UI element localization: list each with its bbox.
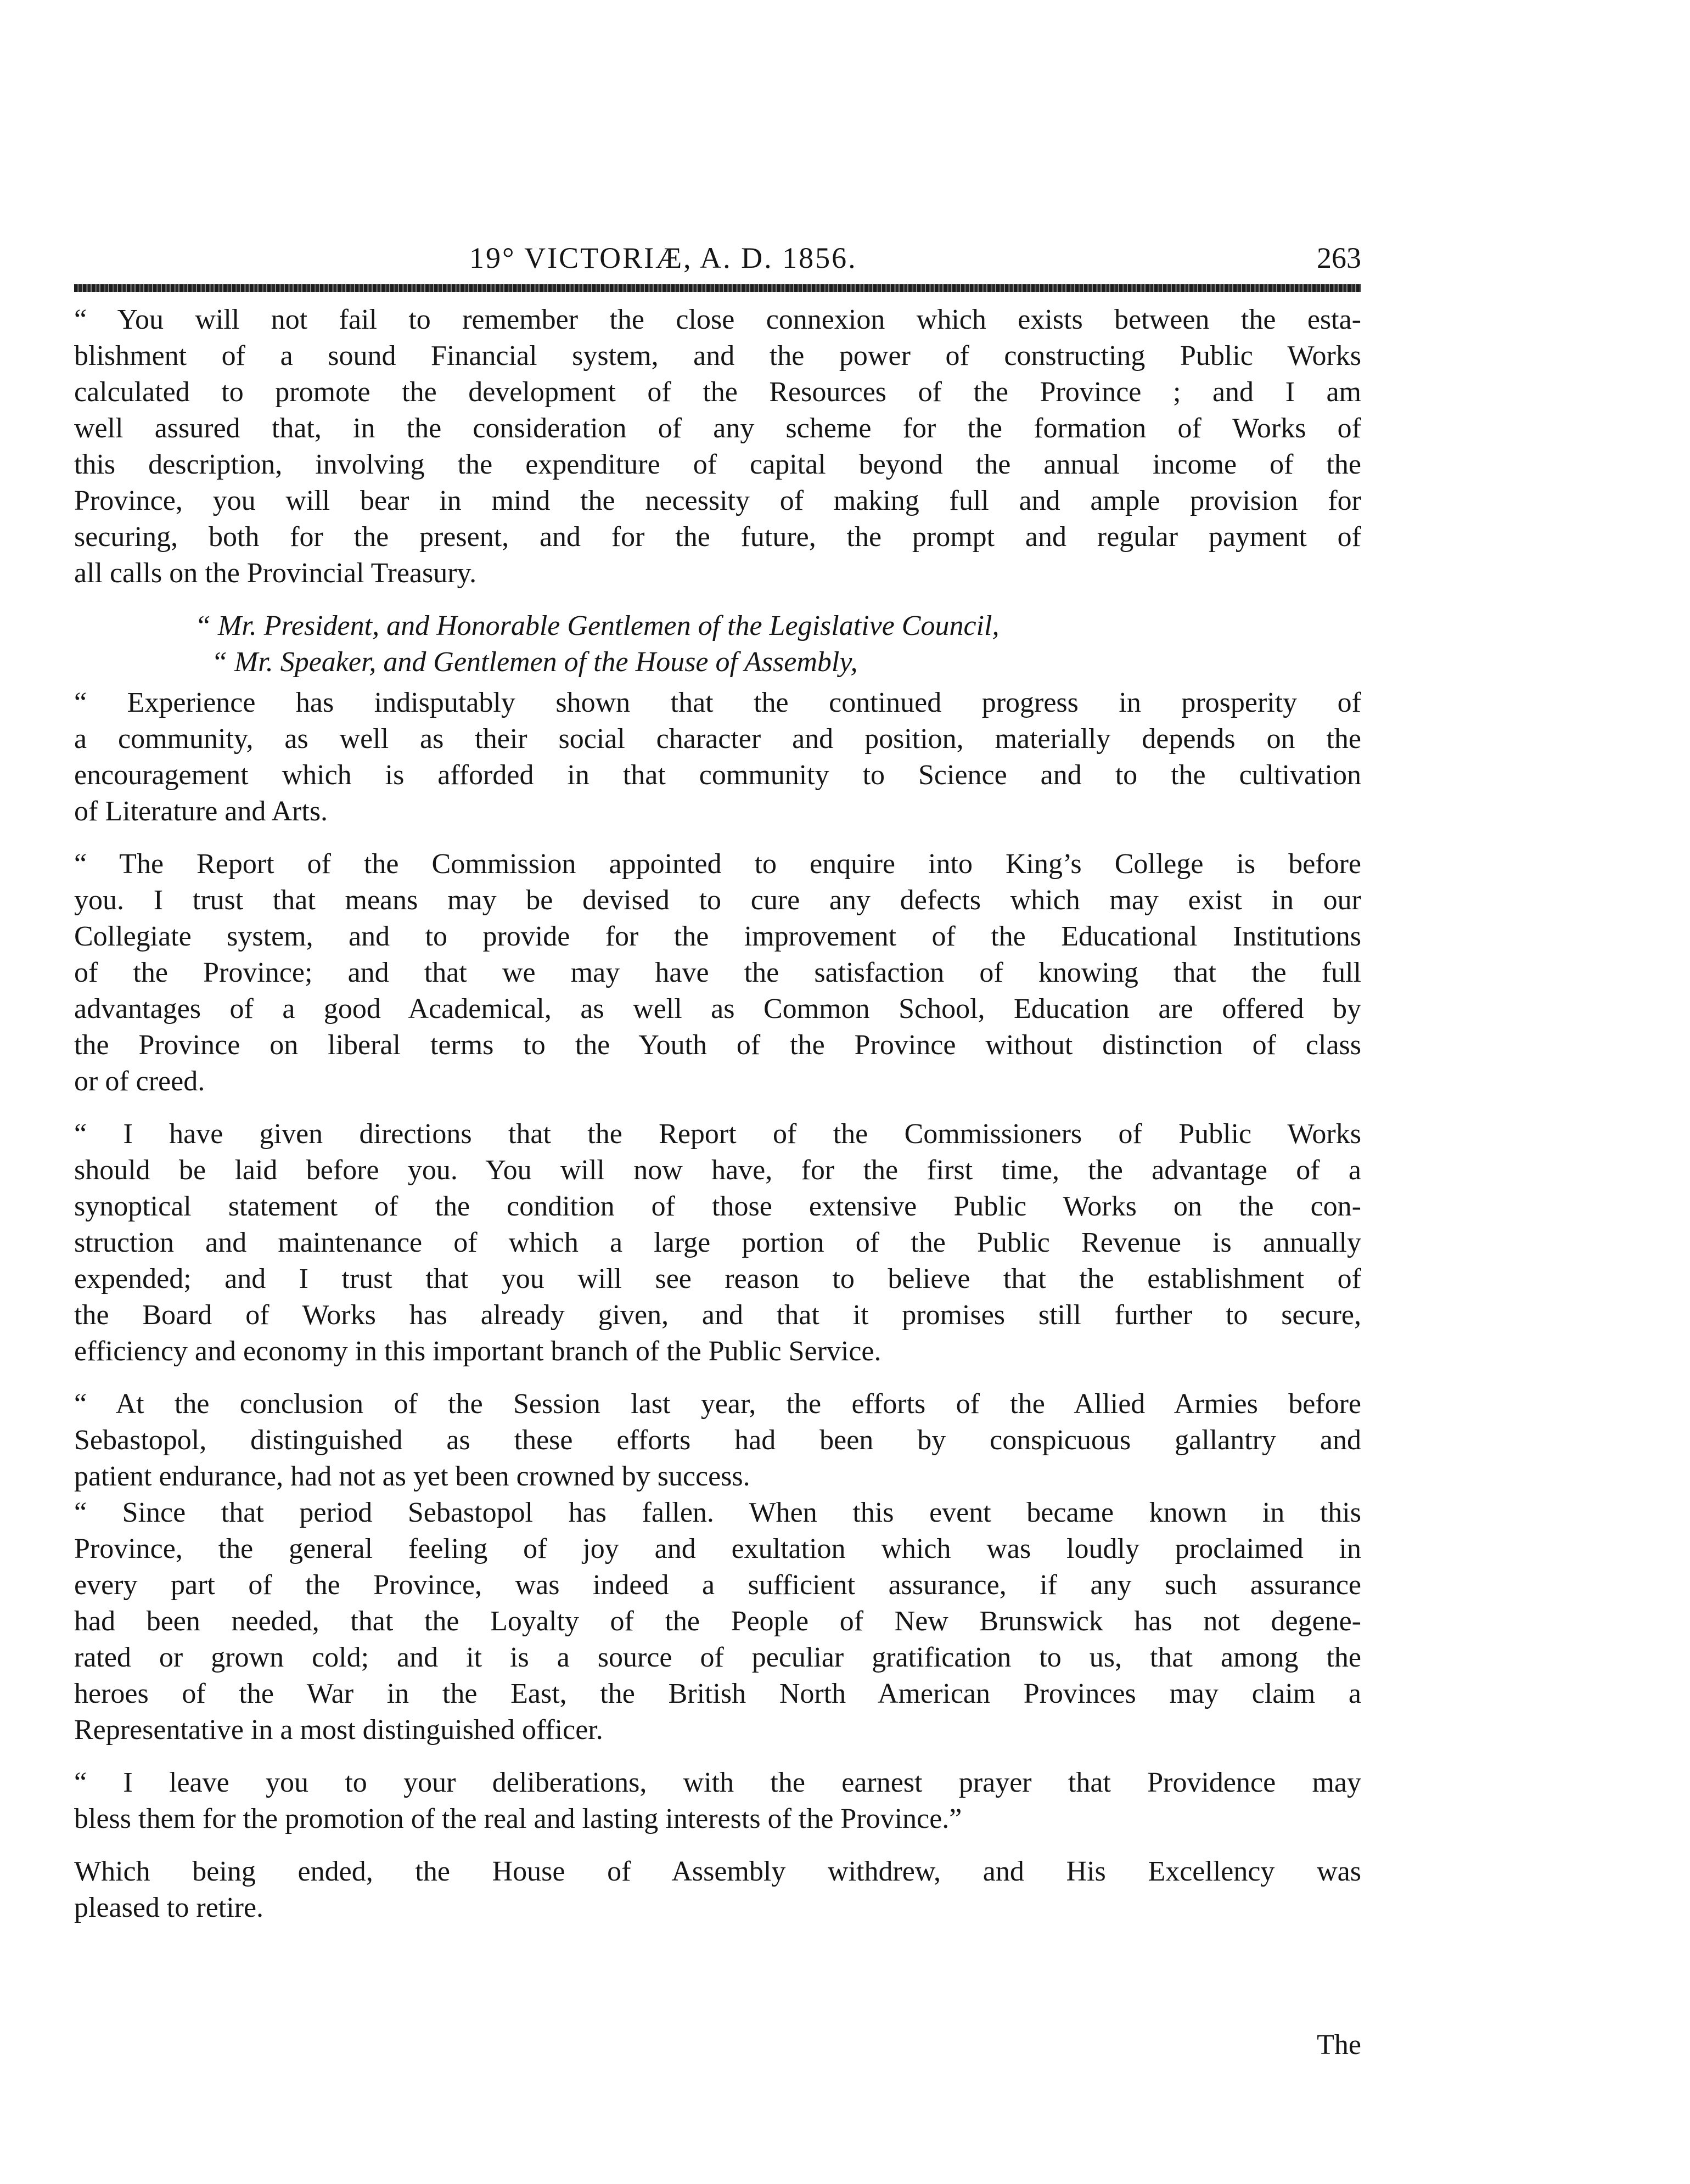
address-legislative-council: “ Mr. President, and Honorable Gentlemen of the Legislative Council, [195,610,1000,641]
text-line: of the Province; and that we may have the satisfaction of knowing that the full [74,957,1361,988]
text-line: Representative in a most distinguished officer. [74,1714,603,1746]
text-line: heroes of the War in the East, the British North American Provinces may claim a [74,1678,1361,1709]
header-rule [74,284,1361,292]
text-line: “ You will not fail to remember the close connexion which exists between the esta- [74,304,1361,335]
text-line: a community, as well as their social character and position, materially depends on the [74,723,1361,755]
paragraph-sebastopol-session [74,1386,1361,1495]
text-line: you. I trust that means may be devised to cure any defects which may exist in our [74,885,1361,916]
catchword: The [1317,2029,1361,2061]
text-line: this description, involving the expenditure of capital beyond the annual income of the [74,449,1361,480]
address-house-of-assembly: “ Mr. Speaker, and Gentlemen of the House of Assembly, [211,646,858,678]
paragraph-kings-college [74,846,1361,1100]
text-line: all calls on the Provincial Treasury. [74,558,477,589]
text-line: synoptical statement of the condition of those extensive Public Works on the con- [74,1191,1361,1222]
text-line: advantages of a good Academical, as well as Common School, Education are offered by [74,993,1361,1025]
text-line: bless them for the promotion of the real and lasting interests of the Province.” [74,1803,962,1834]
text-line: struction and maintenance of which a large portion of the Public Revenue is annually [74,1227,1361,1258]
paragraph-financial-system [74,302,1361,592]
text-line: every part of the Province, was indeed a sufficient assurance, if any such assurance [74,1569,1361,1601]
text-line: should be laid before you. You will now have, for the first time, the advantage of a [74,1155,1361,1186]
text-line: or of creed. [74,1066,205,1097]
text-line: securing, both for the present, and for the future, the prompt and regular payment of [74,521,1361,553]
text-line: patient endurance, had not as yet been crowned by success. [74,1461,750,1492]
text-line: the Province on liberal terms to the Youth of the Province without distinction of class [74,1029,1361,1061]
text-line: rated or grown cold; and it is a source of peculiar gratification to us, that among the [74,1642,1361,1673]
text-line: Collegiate system, and to provide for the improvement of the Educational Institutions [74,921,1361,952]
paragraph-experience [74,685,1361,830]
paragraph-closing [74,1854,1361,1926]
running-title: 19° VICTORIÆ, A. D. 1856. [469,241,857,274]
text-line: “ The Report of the Commission appointed to enquire into King’s College is before [74,848,1361,880]
text-line: well assured that, in the consideration of any scheme for the formation of Works of [74,413,1361,444]
text-line: “ Experience has indisputably shown that the continued progress in prosperity of [74,687,1361,718]
running-head [74,236,1361,280]
paragraph-public-works [74,1116,1361,1370]
text-line: Sebastopol, distinguished as these efforts had been by conspicuous gallantry and [74,1425,1361,1456]
text-line: Province, you will bear in mind the necessity of making full and ample provision for [74,485,1361,516]
text-line: “ I leave you to your deliberations, with the earnest prayer that Providence may [74,1767,1361,1798]
text-line: calculated to promote the development of the Resources of the Province ; and I am [74,376,1361,408]
text-line: expended; and I trust that you will see reason to believe that the establishment of [74,1263,1361,1294]
text-line: “ Since that period Sebastopol has fallen. When this event became known in this [74,1497,1361,1528]
document-page [74,236,1361,2063]
text-line: blishment of a sound Financial system, and the power of constructing Public Works [74,340,1361,371]
paragraph-sebastopol-fallen [74,1495,1361,1748]
page-number: 263 [1317,241,1361,274]
text-line: the Board of Works has already given, and that it promises still further to secure, [74,1299,1361,1331]
text-line: had been needed, that the Loyalty of the People of New Brunswick has not degene- [74,1606,1361,1637]
text-line: of Literature and Arts. [74,796,328,827]
text-line: “ At the conclusion of the Session last year, the efforts of the Allied Armies before [74,1388,1361,1420]
text-line: Which being ended, the House of Assembly withdrew, and His Excellency was [74,1856,1361,1887]
text-line: Province, the general feeling of joy and exultation which was loudly proclaimed in [74,1533,1361,1564]
paragraph-deliberations [74,1765,1361,1837]
text-line: efficiency and economy in this important branch of the Public Service. [74,1336,882,1367]
text-line: encouragement which is afforded in that community to Science and to the cultivation [74,759,1361,791]
text-line: pleased to retire. [74,1892,264,1923]
text-line: “ I have given directions that the Report of the Commissioners of Public Works [74,1118,1361,1150]
